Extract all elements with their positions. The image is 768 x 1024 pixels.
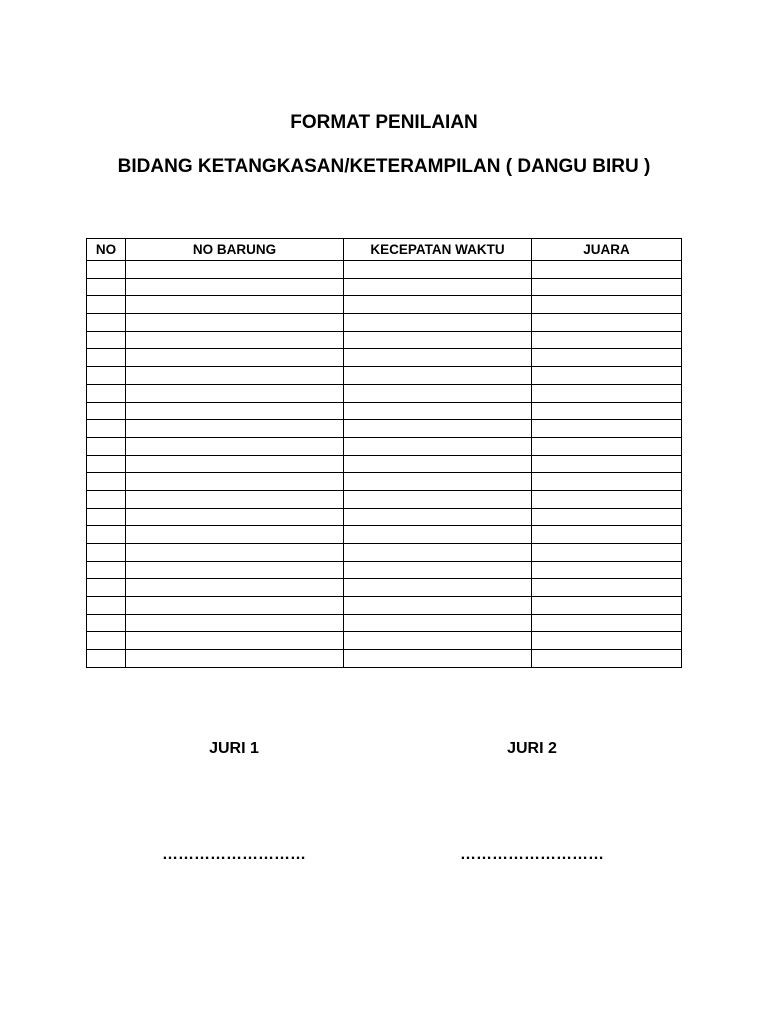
cell-no (87, 455, 126, 473)
juri-1-label: JURI 1 (209, 740, 259, 757)
table-row (87, 349, 682, 367)
cell-no (87, 508, 126, 526)
table-row (87, 331, 682, 349)
cell-kecepatan-waktu (344, 261, 532, 279)
table-row (87, 597, 682, 615)
table-row (87, 314, 682, 332)
document-subtitle: BIDANG KETANGKASAN/KETERAMPILAN ( DANGU BIRU ) (117, 156, 651, 177)
table-row (87, 367, 682, 385)
cell-no (87, 650, 126, 668)
cell-no (87, 314, 126, 332)
cell-no-barung (126, 614, 344, 632)
cell-no (87, 473, 126, 491)
cell-juara (532, 544, 682, 562)
cell-juara (532, 455, 682, 473)
cell-no-barung (126, 296, 344, 314)
cell-juara (532, 526, 682, 544)
cell-kecepatan-waktu (344, 455, 532, 473)
cell-no-barung (126, 331, 344, 349)
cell-kecepatan-waktu (344, 490, 532, 508)
cell-no (87, 331, 126, 349)
cell-no (87, 614, 126, 632)
document-title: FORMAT PENILAIAN (290, 112, 478, 133)
juri-1-signature-line: ……………………… (162, 846, 306, 863)
table-row (87, 650, 682, 668)
cell-juara (532, 349, 682, 367)
cell-juara (532, 331, 682, 349)
score-table (86, 238, 682, 668)
cell-kecepatan-waktu (344, 544, 532, 562)
table-row (87, 544, 682, 562)
cell-no-barung (126, 384, 344, 402)
cell-no (87, 437, 126, 455)
cell-kecepatan-waktu (344, 402, 532, 420)
cell-kecepatan-waktu (344, 561, 532, 579)
cell-no (87, 490, 126, 508)
cell-no-barung (126, 420, 344, 438)
cell-no-barung (126, 597, 344, 615)
cell-kecepatan-waktu (344, 331, 532, 349)
cell-juara (532, 561, 682, 579)
cell-no (87, 296, 126, 314)
table-row (87, 384, 682, 402)
table-row (87, 455, 682, 473)
cell-no-barung (126, 473, 344, 491)
cell-kecepatan-waktu (344, 349, 532, 367)
cell-no-barung (126, 278, 344, 296)
cell-kecepatan-waktu (344, 437, 532, 455)
cell-juara (532, 261, 682, 279)
cell-no (87, 632, 126, 650)
cell-juara (532, 508, 682, 526)
cell-no-barung (126, 402, 344, 420)
cell-kecepatan-waktu (344, 420, 532, 438)
juri-2-signature-line: ……………………… (460, 846, 604, 863)
cell-no-barung (126, 508, 344, 526)
cell-juara (532, 650, 682, 668)
cell-kecepatan-waktu (344, 367, 532, 385)
table-body (87, 261, 682, 668)
cell-no-barung (126, 526, 344, 544)
cell-kecepatan-waktu (344, 579, 532, 597)
table-row (87, 402, 682, 420)
cell-juara (532, 420, 682, 438)
cell-kecepatan-waktu (344, 614, 532, 632)
cell-no-barung (126, 490, 344, 508)
table-row (87, 296, 682, 314)
cell-kecepatan-waktu (344, 314, 532, 332)
cell-no-barung (126, 544, 344, 562)
table-row (87, 278, 682, 296)
cell-juara (532, 437, 682, 455)
cell-kecepatan-waktu (344, 296, 532, 314)
cell-juara (532, 579, 682, 597)
header-juara: JUARA (532, 239, 682, 261)
cell-no (87, 367, 126, 385)
cell-kecepatan-waktu (344, 650, 532, 668)
table-row (87, 526, 682, 544)
cell-juara (532, 632, 682, 650)
cell-kecepatan-waktu (344, 526, 532, 544)
cell-juara (532, 473, 682, 491)
cell-no (87, 402, 126, 420)
cell-juara (532, 314, 682, 332)
juri-2-label: JURI 2 (507, 740, 557, 757)
cell-no-barung (126, 314, 344, 332)
cell-kecepatan-waktu (344, 278, 532, 296)
cell-no-barung (126, 349, 344, 367)
cell-no (87, 544, 126, 562)
cell-juara (532, 402, 682, 420)
header-kecepatan-waktu: KECEPATAN WAKTU (344, 239, 532, 261)
table-row (87, 561, 682, 579)
table-row (87, 614, 682, 632)
cell-juara (532, 367, 682, 385)
cell-no (87, 561, 126, 579)
table-row (87, 261, 682, 279)
table-row (87, 579, 682, 597)
cell-juara (532, 384, 682, 402)
cell-kecepatan-waktu (344, 597, 532, 615)
cell-no (87, 349, 126, 367)
cell-juara (532, 296, 682, 314)
cell-no-barung (126, 437, 344, 455)
cell-juara (532, 278, 682, 296)
cell-no-barung (126, 455, 344, 473)
cell-no (87, 384, 126, 402)
cell-kecepatan-waktu (344, 384, 532, 402)
header-no-barung: NO BARUNG (126, 239, 344, 261)
table-row (87, 632, 682, 650)
cell-no-barung (126, 261, 344, 279)
table-row (87, 420, 682, 438)
table-row (87, 508, 682, 526)
cell-no-barung (126, 632, 344, 650)
cell-no (87, 579, 126, 597)
cell-kecepatan-waktu (344, 632, 532, 650)
table-header-row (87, 239, 682, 261)
cell-kecepatan-waktu (344, 508, 532, 526)
header-no: NO (87, 239, 126, 261)
cell-juara (532, 490, 682, 508)
cell-no (87, 526, 126, 544)
cell-no-barung (126, 561, 344, 579)
table-row (87, 490, 682, 508)
cell-no (87, 261, 126, 279)
cell-juara (532, 614, 682, 632)
cell-juara (532, 597, 682, 615)
cell-no (87, 278, 126, 296)
cell-no (87, 597, 126, 615)
cell-no-barung (126, 579, 344, 597)
table-row (87, 437, 682, 455)
cell-kecepatan-waktu (344, 473, 532, 491)
cell-no-barung (126, 650, 344, 668)
cell-no-barung (126, 367, 344, 385)
cell-no (87, 420, 126, 438)
table-row (87, 473, 682, 491)
